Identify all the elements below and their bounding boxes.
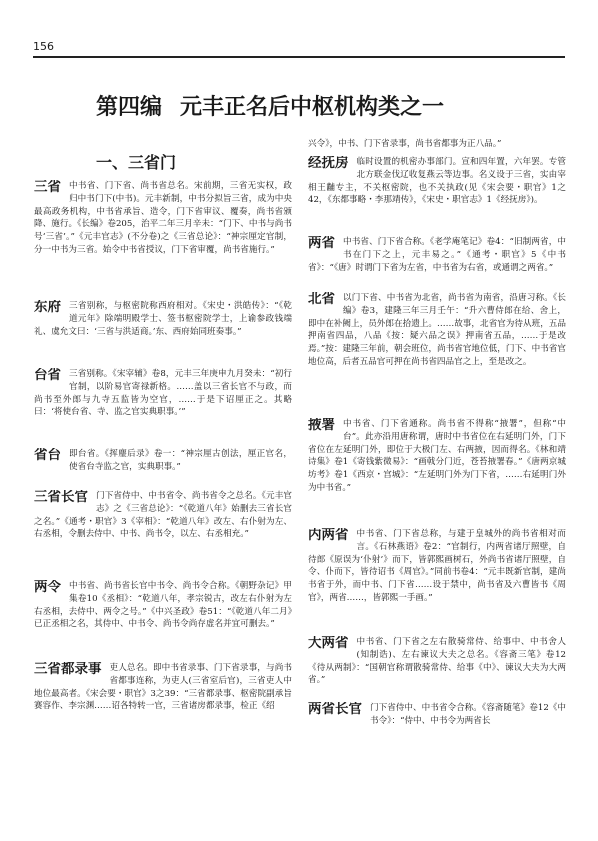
entry-neiliangsheng — [308, 528, 566, 632]
entry-term: 内两省 — [308, 528, 349, 543]
entry-text: 以门下省、中书省为北省，尚书省为南省，沿唐习称。《长编》卷3，建隆三年三月壬午：“升六曹侍郎在给、舍上，即中在补阙上，员外郎在拾遗上。……故事，北省官为待从班，五品押南省四品，八品《按：疑六品之误》押南省五品，……于是改焉。”按：建隆三年前，朝会班位，尚书省官地位低，门下、中书省官地位高，后者五品官可押在尚书省四品官之上，至是改之。 — [308, 293, 566, 367]
entry-text: 三省别称，与枢密院称西府相对。《宋史・洪皓传》：“《乾道元年》除端明殿学士、签书枢密院学士，上谕参政钱端礼、虞允文曰：‘三省与洪适商。’东、西府始同班奏事。” — [34, 301, 292, 337]
entry-text: 中书省、门下省合称。《老学庵笔记》卷4：“旧制两省，中书在门下之上，元丰易之。”《通考・职官》5《中书省》：“《唐》时谓门下省为左省，中书省为右省，或通谓之两省。” — [308, 237, 566, 273]
entry-shengtai — [34, 448, 292, 476]
entry-term: 三省 — [34, 180, 61, 195]
entry-term: 两省 — [308, 236, 335, 251]
chapter-title-text: 元丰正名后中枢机构类之一 — [180, 94, 445, 120]
entry-text: 中书省、门下省通称。尚书省不得称“掖署”，但称“中台”。此亦沿用唐称谓，唐时中书省位在右延明门外，门下省位在左延明门外，即位于大极门左、右两掖，因而得名。《林和靖诗集》卷1《寄钱紫微易》：“画戟分门近，苍苔掖署春。”《唐两京城坊考》卷1《西京・宫城》：“左延明门外为门下省，……右延明门外为中书省。” — [308, 419, 566, 493]
entry-text: 门下省侍中、中书省令、尚书省令之总名。《元丰官志》之《三省总论》：“《乾道八年》始删去三省长官之名。”《通考・职官》3《宰相》：“乾道八年》改左、右仆射为左、右丞相，令删去侍中、中书、尚书令，以左、右丞相充。” — [34, 491, 292, 540]
entry-text: 临时设置的机密办事部门。宣和四年置，六年罢。专管北方联金伐辽收复燕云等边事。名义设于三省，实由宰相王黼专主，不关枢密院，也不关执政(见《宋会要・职官》1之42，《东都事略・李那靖传》，《宋史・职官志》1《经抚房》)。 — [308, 157, 566, 206]
entry-term: 三省长官 — [34, 490, 88, 505]
chapter-title — [96, 90, 566, 121]
entry-taisheng — [34, 368, 292, 440]
entry-jingfufang — [308, 156, 566, 228]
entry-text: 三省别称。《宋宰辅》卷8，元丰三年庚申九月癸未：“初行官制，以阶易官寄禄新格。……盖以三省长官不与政，而尚书至外郎与九寺五监皆为空官，……于是下诏厘正之。其略曰：‘将使台省、寺、监之官实典职事。’” — [34, 369, 292, 418]
entry-sansheng-zhangguan — [34, 490, 292, 562]
entry-daliangsheng — [308, 636, 566, 692]
entry-text: 中书省、门下省之左右散骑常侍、给事中、中书舍人(知制诰)、左右谏议大夫之总名。《容斋三笔》卷12《待从两制》：“国朝官称谓散骑常侍、给事《中》、谏议大夫为大两省。” — [308, 637, 566, 686]
entry-text: 中书省、门下省总称，与建于皇城外的尚书省相对而言。《石林燕语》卷2：“官制行，内两省诸厅照壁，自待郎《原误为‘仆射’》而下，皆郭熙画树石，外尚书省诸厅照壁，自令、仆而下，皆待诏书《周官》。”同前书卷4：“元丰既新官制，建尚书省于外，而中书、门下省……设于禁中，尚书省及六曹皆书《周官》，两省……，皆郭熙一手画。” — [308, 529, 566, 603]
entry-term: 东府 — [34, 300, 61, 315]
entry-term: 掖署 — [308, 418, 335, 433]
entry-text: 中书省、尚书省长官中书令、尚书令合称。《朝野杂记》甲集卷10《丞相》：“乾道八年，孝宗锐古，改左右仆射为左右丞相，去侍中、两令之号。”《中兴圣政》卷51：“《乾道八年二月》已正丞相之名，其侍中、中书令、尚书令尚存虚名并宜可删去。” — [34, 581, 292, 630]
entry-text: 门下省侍中、中书省令合称。《容斋随笔》卷12《中书令》：“侍中、中书令为两省长 — [370, 703, 566, 726]
entry-text: 中书省、门下省、尚书省总名。宋前期，三省无实权，政归中书门下(中书)。元丰新制，中书分拟旨三省，成为中央最高政务机构，中书省承旨、造令，门下省审议、覆奏，尚书省颁降、施行。《长编》卷205，治平二年三月辛未：“门下、中书与尚书号‘三省’。”《元丰官志》(不分卷)之《三省总论》：“神宗厘定官制，分一中书为三省。始令中书省授议，门下省审覆，尚书省施行。” — [34, 181, 292, 255]
entry-sansheng — [34, 180, 292, 288]
entry-term: 经抚房 — [308, 156, 349, 171]
header-rule — [33, 56, 565, 58]
entry-term: 三省都录事 — [34, 662, 102, 677]
continuation-text: 兴令》，中书、门下省录事，尚书省都事为正八品。” — [308, 139, 502, 149]
entry-sansheng-dulushi — [34, 662, 292, 740]
entry-term: 大两省 — [308, 636, 349, 651]
entry-yeshu — [308, 418, 566, 518]
section-heading: 一、三省门 — [96, 153, 177, 172]
entry-beisheng — [308, 292, 566, 412]
entry-term: 两令 — [34, 580, 61, 595]
entry-liangsheng-zhangguan — [308, 702, 566, 732]
chapter-part: 第四编 — [96, 94, 163, 120]
entry-text: 吏人总名。即中书省录事、门下省录事，与尚书省都事连称，为吏人(三省室后官)，三省吏人中地位最高者。《宋会要・职官》3之39：“三省都录事、枢密院副承旨赛容作、李宗渊……诏各特转一官，三省诸房都录事，检正《绍 — [34, 663, 292, 712]
entry-liangling — [34, 580, 292, 652]
entry-term: 台省 — [34, 368, 61, 383]
entry-term: 北省 — [308, 292, 335, 307]
entry-text: 即台省。《挥麈后录》卷一：“神宗厘古创法，厘正官名，使省台寺监之官，实典职事。” — [69, 449, 292, 472]
page-number: 156 — [33, 40, 54, 53]
entry-liangsheng — [308, 236, 566, 288]
entry-dongfu — [34, 300, 292, 352]
entry-term: 省台 — [34, 448, 61, 463]
entry-term: 两省长官 — [308, 702, 362, 717]
